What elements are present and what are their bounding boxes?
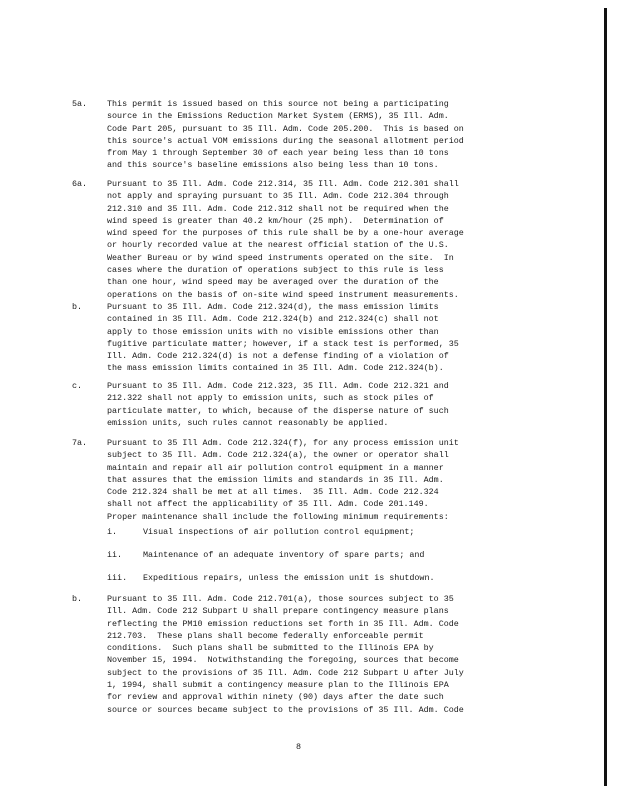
text-line: Code Part 205, pursuant to 35 Ill. Adm. Code 205.200. This is based on <box>107 123 464 134</box>
paragraph-label: 7a. <box>72 438 88 448</box>
paragraph-6c <box>72 380 542 429</box>
text-line: Pursuant to 35 Ill Adm. Code 212.324(f), for any process emission unit <box>107 438 459 448</box>
paragraph-text <box>107 593 542 716</box>
paragraph-label: b. <box>72 302 83 312</box>
sublist-text: Expeditious repairs, unless the emission unit is shutdown. <box>143 573 435 583</box>
sublist-item-i <box>107 526 414 538</box>
text-line: Ill. Adm. Code 212.324(d) is not a defense finding of a violation of <box>107 351 449 362</box>
text-line: wind speed for the purposes of this rule shall be by a one-hour average <box>107 228 464 239</box>
text-line: November 15, 1994. Notwithstanding the foregoing, sources that become <box>107 655 459 666</box>
text-line: reflecting the PM10 emission reductions set forth in 35 Ill. Adm. Code <box>107 618 459 629</box>
text-line: Ill. Adm. Code 212 Subpart U shall prepare contingency measure plans <box>107 606 449 617</box>
text-line: source in the Emissions Reduction Market System (ERMS), 35 Ill. Adm. <box>107 111 449 122</box>
sublist-item-iii <box>107 572 435 584</box>
text-line: This permit is issued based on this source not being a participating <box>107 99 449 109</box>
text-line: particulate matter, to which, because of the disperse nature of such <box>107 405 449 416</box>
text-line: Code 212.324 shall be met at all times. 35 Ill. Adm. Code 212.324 <box>107 487 439 498</box>
text-line: subject to 35 Ill. Adm. Code 212.324(a), the owner or operator shall <box>107 450 449 461</box>
sublist-label: i. <box>107 527 118 537</box>
text-line: contained in 35 Ill. Adm. Code 212.324(b) and 212.324(c) shall not <box>107 314 439 325</box>
text-line: Pursuant to 35 Ill. Adm. Code 212.324(d), the mass emission limits <box>107 302 439 312</box>
paragraph-7b <box>72 593 542 716</box>
text-line: 212.310 and 35 Ill. Adm. Code 212.312 shall not be required when the <box>107 203 449 214</box>
paragraph-7a <box>72 437 542 523</box>
paragraph-label: b. <box>72 594 83 604</box>
text-line: 212.703. These plans shall become federally enforceable permit <box>107 630 424 641</box>
paragraph-label: 5a. <box>72 99 88 109</box>
sublist-item-ii <box>107 549 424 561</box>
text-line: 1, 1994, shall submit a contingency measure plan to the Illinois EPA <box>107 680 449 691</box>
paragraph-5a <box>72 98 542 172</box>
paragraph-text <box>107 380 542 429</box>
text-line: 212.322 shall not apply to emission units, such as stock piles of <box>107 393 434 404</box>
paragraph-label: 6a. <box>72 179 88 189</box>
page-number: 8 <box>296 742 302 752</box>
text-line: this source's actual VOM emissions during the seasonal allotment period <box>107 135 464 146</box>
text-line: and this source's baseline emissions also being less than 10 tons. <box>107 160 439 171</box>
text-line: shall not affect the applicability of 35 Ill. Adm. Code 201.149. <box>107 499 429 510</box>
page-right-edge <box>604 8 607 786</box>
sublist-text: Maintenance of an adequate inventory of spare parts; and <box>143 550 425 560</box>
paragraph-label: c. <box>72 381 83 391</box>
text-line: Weather Bureau or by wind speed instruments operated on the site. In <box>107 252 454 263</box>
text-line: Proper maintenance shall include the following minimum requirements: <box>107 511 449 522</box>
text-line: emission units, such rules cannot reasonably be applied. <box>107 417 389 428</box>
text-line: operations on the basis of on-site wind speed instrument measurements. <box>107 289 459 300</box>
sublist-text: Visual inspections of air pollution control equipment; <box>143 527 415 537</box>
text-line: conditions. Such plans shall be submitted to the Illinois EPA by <box>107 643 434 654</box>
text-line: cases where the duration of operations subject to this rule is less <box>107 265 444 276</box>
paragraph-text <box>107 178 542 301</box>
text-line: Pursuant to 35 Ill. Adm. Code 212.701(a), those sources subject to 35 <box>107 594 454 604</box>
paragraph-text <box>107 98 542 172</box>
text-line: Pursuant to 35 Ill. Adm. Code 212.323, 35 Ill. Adm. Code 212.321 and <box>107 381 449 391</box>
text-line: the mass emission limits contained in 35 Ill. Adm. Code 212.324(b). <box>107 363 444 374</box>
text-line: not apply and spraying pursuant to 35 Ill. Adm. Code 212.304 through <box>107 191 449 202</box>
paragraph-6a <box>72 178 542 301</box>
text-line: fugitive particulate matter; however, if a stack test is performed, 35 <box>107 338 459 349</box>
paragraph-6b <box>72 301 542 375</box>
text-line: or hourly recorded value at the nearest official station of the U.S. <box>107 240 449 251</box>
text-line: source or sources became subject to the provisions of 35 Ill. Adm. Code <box>107 704 464 715</box>
paragraph-text <box>107 301 542 375</box>
text-line: from May 1 through September 30 of each year being less than 10 tons <box>107 148 449 159</box>
text-line: maintain and repair all air pollution control equipment in a manner <box>107 462 444 473</box>
sublist-label: iii. <box>107 573 128 583</box>
sublist-label: ii. <box>107 550 123 560</box>
text-line: for review and approval within ninety (90) days after the date such <box>107 692 444 703</box>
text-line: subject to the provisions of 35 Ill. Adm. Code 212 Subpart U after July <box>107 667 464 678</box>
paragraph-text <box>107 437 542 523</box>
text-line: wind speed is greater than 40.2 km/hour (25 mph). Determination of <box>107 215 444 226</box>
text-line: apply to those emission units with no visible emissions other than <box>107 326 439 337</box>
text-line: Pursuant to 35 Ill. Adm. Code 212.314, 35 Ill. Adm. Code 212.301 shall <box>107 179 459 189</box>
text-line: that assures that the emission limits and standards in 35 Ill. Adm. <box>107 474 444 485</box>
text-line: than one hour, wind speed may be averaged over the duration of the <box>107 277 439 288</box>
